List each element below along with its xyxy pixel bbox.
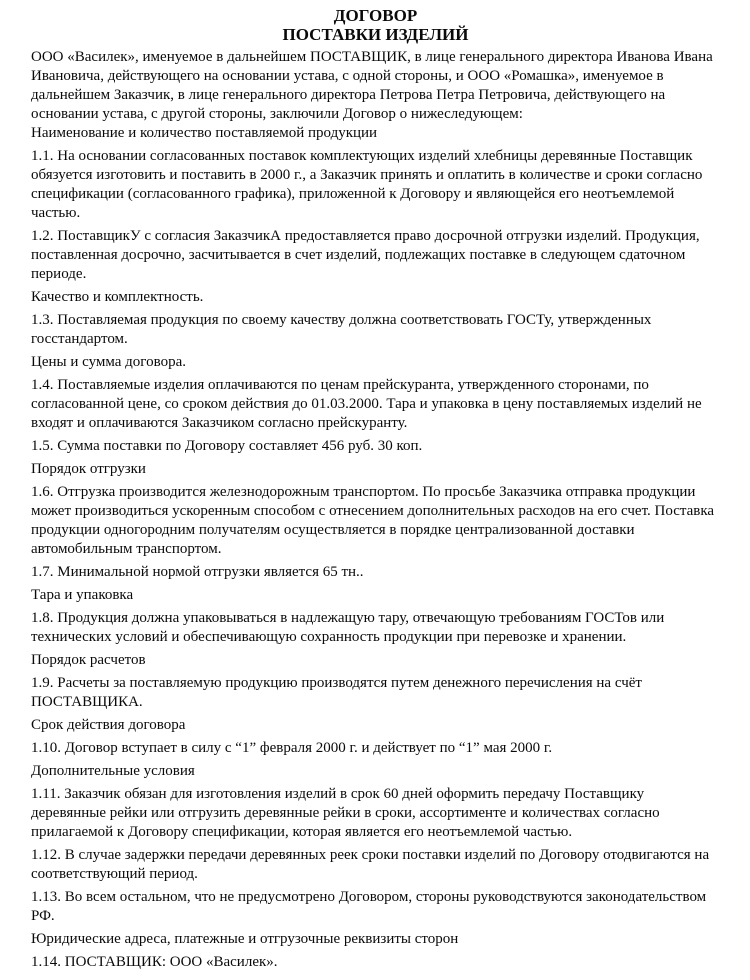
document-title-line1: ДОГОВОР <box>333 6 418 25</box>
clause-1-1: 1.1. На основании согласованных поставок комплектующих изделий хлебницы деревянные Поставщик обязуется изготовить и поставить в 2000 г., а Заказчик принять и оплатить в количестве и сроки согласно спецификации (согласованного графика), приложенной к Договору и являющейся его неотъемлемой частью. <box>31 148 703 221</box>
clause-1-12: 1.12. В случае задержки передачи деревянных реек сроки поставки изделий по Договору отодвигаются на соответствующий период. <box>31 847 710 882</box>
clause-1-14: 1.14. ПОСТАВЩИК: ООО «Василек». <box>31 954 278 970</box>
section-legal-addresses: Юридические адреса, платежные и отгрузочные реквизиты сторон <box>31 931 459 947</box>
clause-1-2: 1.2. ПоставщикУ с согласия ЗаказчикА предоставляется право досрочной отгрузки изделий. Продукция, поставленная досрочно, засчитывается в счет изделий, подлежащих поставке в следующем сдаточном периоде. <box>31 228 700 282</box>
clause-1-8: 1.8. Продукция должна упаковываться в надлежащую тару, отвечающую требованиям ГОСТов или технических условий и обеспечивающую сохранность продукции при перевозке и хранении. <box>31 610 665 645</box>
clause-1-9: 1.9. Расчеты за поставляемую продукцию производятся путем денежного перечисления на счёт ПОСТАВЩИКА. <box>31 675 642 710</box>
document-title-line2: ПОСТАВКИ ИЗДЕЛИЙ <box>282 25 469 44</box>
clause-1-10: 1.10. Договор вступает в силу с “1” февраля 2000 г. и действует по “1” мая 2000 г. <box>31 740 553 756</box>
section-contract-term: Срок действия договора <box>31 717 186 733</box>
clause-1-13: 1.13. Во всем остальном, что не предусмотрено Договором, стороны руководствуются законодательством РФ. <box>31 889 707 924</box>
section-prices: Цены и сумма договора. <box>31 354 186 370</box>
section-shipping-order: Порядок отгрузки <box>31 461 146 477</box>
section-payment-order: Порядок расчетов <box>31 652 146 668</box>
clause-1-7: 1.7. Минимальной нормой отгрузки является 65 тн.. <box>31 564 364 580</box>
clause-1-3: 1.3. Поставляемая продукция по своему качеству должна соответствовать ГОСТу, утвержденных госстандартом. <box>31 312 652 347</box>
section-quality: Качество и комплектность. <box>31 289 204 305</box>
section-product-name-quantity: Наименование и количество поставляемой продукции <box>31 125 378 141</box>
clause-1-6: 1.6. Отгрузка производится железнодорожным транспортом. По просьбе Заказчика отправка продукции может производиться ускоренным способом с отнесением дополнительных расходов на его счет. Поставка продукции одногородним получателям осуществляется в порядке централизованной доставки автомобильным транспортом. <box>31 484 715 557</box>
clause-1-4: 1.4. Поставляемые изделия оплачиваются по ценам прейскуранта, утвержденного сторонами, по согласованной цене, со сроком действия до 01.03.2000. Тара и упаковка в цену поставляемых изделий не входят и оплачиваются Заказчиком согласно прейскуранту. <box>31 377 702 431</box>
section-additional-conditions: Дополнительные условия <box>31 763 195 779</box>
contract-preamble: ООО «Василек», именуемое в дальнейшем ПОСТАВЩИК, в лице генерального директора Иванова Ивана Ивановича, действующего на основании устава, с одной стороны, и ООО «Ромашка», именуемое в дальнейшем Заказчик, в лице генерального директора Петрова Петра Петровича, действующего на основании устава, с другой стороны, заключили Договор о нижеследующем: <box>31 49 713 122</box>
section-packaging: Тара и упаковка <box>31 587 134 603</box>
clause-1-5: 1.5. Сумма поставки по Договору составляет 456 руб. 30 коп. <box>31 438 423 454</box>
clause-1-11: 1.11. Заказчик обязан для изготовления изделий в срок 60 дней оформить передачу Поставщику деревянные рейки или отгрузить деревянные рейки в сроки, ассортименте и количествах согласно прилагаемой к Договору спецификации, которая является его неотъемлемой частью. <box>31 786 660 840</box>
